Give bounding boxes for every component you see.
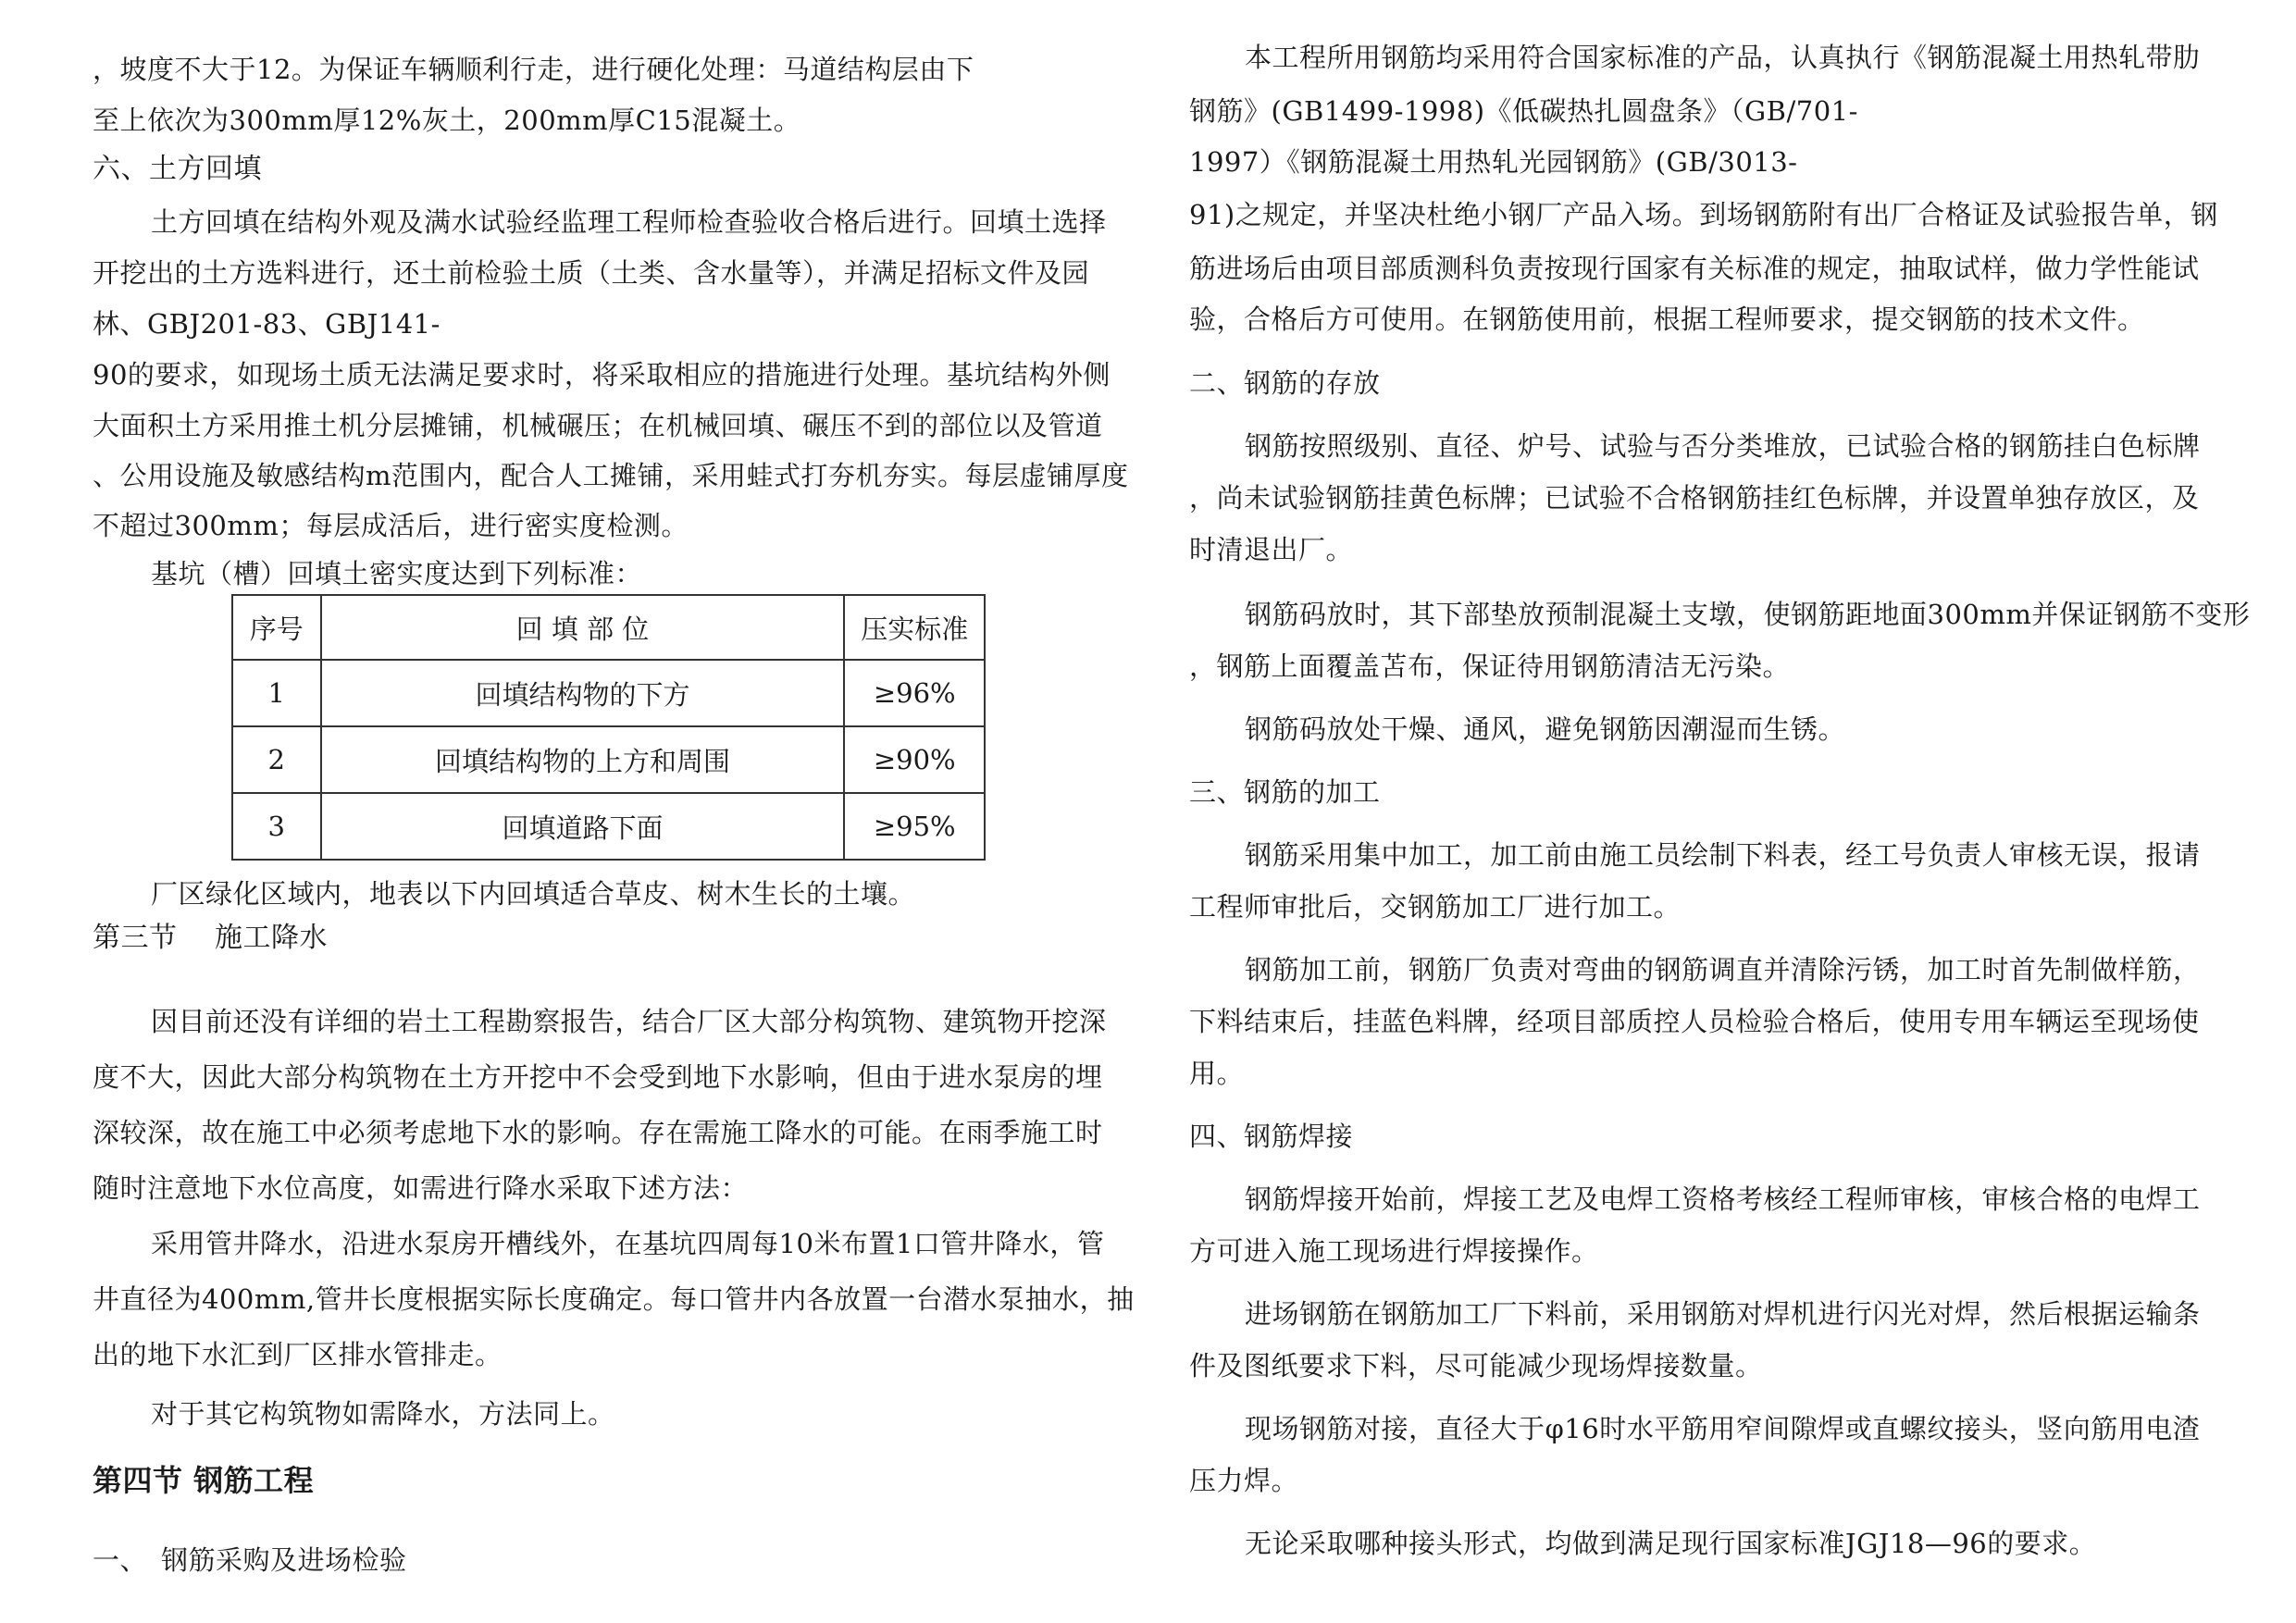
paragraph-line: 时清退出厂。 [1189,534,1354,565]
paragraph-line: 钢筋码放处干燥、通风，避免钢筋因潮湿而生锈。 [1245,713,1846,745]
table-row [232,793,985,860]
paragraph-line: 件及图纸要求下料，尽可能减少现场焊接数量。 [1189,1350,1763,1381]
table-caption: 基坑（槽）回填土密实度达到下列标准： [151,558,643,589]
paragraph-line: 、公用设施及敏感结构m范围内，配合人工摊铺，采用蛙式打夯机夯实。每层虚铺厚度 [93,460,1129,491]
compaction-standard-table [231,594,986,861]
table-header-cell: 压实标准 [844,595,985,660]
paragraph-line: 深较深，故在施工中必须考虑地下水的影响。存在需施工降水的可能。在雨季施工时 [93,1117,1103,1148]
paragraph-line: 1997）《钢筋混凝土用热轧光园钢筋》(GB/3013- [1189,146,1798,178]
section-heading: 三、钢筋的加工 [1189,776,1381,808]
table-cell: 回填结构物的上方和周围 [321,726,845,793]
paragraph-line: 钢筋焊接开始前，焊接工艺及电焊工资格考核经工程师审核，审核合格的电焊工 [1245,1183,2201,1215]
table-cell: 回填结构物的下方 [321,660,845,726]
table-cell: ≥96% [844,660,985,726]
paragraph-line: 采用管井降水，沿进水泵房开槽线外，在基坑四周每10米布置1口管井降水，管 [151,1228,1105,1259]
paragraph-line: 钢筋加工前，钢筋厂负责对弯曲的钢筋调直并清除污锈，加工时首先制做样筋， [1245,954,2201,985]
paragraph-line: 91)之规定，并坚决杜绝小钢厂产品入场。到场钢筋附有出厂合格证及试验报告单，钢 [1189,199,2218,230]
paragraph-line: ，坡度不大于12。为保证车辆顺利行走，进行硬化处理：马道结构层由下 [93,54,974,85]
paragraph-line: ，尚未试验钢筋挂黄色标牌；已试验不合格钢筋挂红色标牌，并设置单独存放区，及 [1189,482,2200,514]
paragraph-line: 对于其它构筑物如需降水，方法同上。 [151,1398,615,1430]
paragraph-line: 井直径为400mm,管井长度根据实际长度确定。每口管井内各放置一台潜水泵抽水，抽 [93,1283,1135,1315]
paragraph-line: 至上依次为300mm厚12%灰土，200mm厚C15混凝土。 [93,105,801,136]
paragraph-line: 90的要求，如现场土质无法满足要求时，将采取相应的措施进行处理。基坑结构外侧 [93,359,1111,390]
section-heading: 第四节 钢筋工程 [93,1463,315,1498]
section-heading: 第三节 施工降水 [93,922,329,954]
paragraph-line: 下料结束后，挂蓝色料牌，经项目部质控人员检验合格后，使用专用车辆运至现场使 [1189,1006,2200,1037]
paragraph-line: 钢筋按照级别、直径、炉号、试验与否分类堆放，已试验合格的钢筋挂白色标牌 [1245,430,2201,462]
table-cell: 回填道路下面 [321,793,845,860]
paragraph-line: 开挖出的土方选料进行，还土前检验土质（土类、含水量等），并满足招标文件及园 [93,257,1090,289]
section-heading: 六、土方回填 [93,153,262,185]
paragraph-line: 工程师审批后，交钢筋加工厂进行加工。 [1189,891,1682,923]
paragraph-line: 进场钢筋在钢筋加工厂下料前，采用钢筋对焊机进行闪光对焊，然后根据运输条 [1245,1298,2201,1330]
paragraph-line: 大面积土方采用推土机分层摊铺，机械碾压；在机械回填、碾压不到的部位以及管道 [93,410,1103,441]
table-cell: 2 [232,726,321,793]
paragraph-line: 钢筋码放时，其下部垫放预制混凝土支墩，使钢筋距地面300mm并保证钢筋不变形 [1245,599,2251,630]
paragraph-line: 压力焊。 [1189,1465,1299,1496]
table-row [232,660,985,726]
paragraph-line: 林、GBJ201-83、GBJ141- [93,308,441,340]
paragraph-line: 不超过300mm；每层成活后，进行密实度检测。 [93,510,689,541]
paragraph-line: 钢筋采用集中加工，加工前由施工员绘制下料表，经工号负责人审核无误，报请 [1245,839,2201,871]
table-cell: ≥95% [844,793,985,860]
table-cell: ≥90% [844,726,985,793]
section-heading: 二、钢筋的存放 [1189,367,1381,399]
paragraph-line: 出的地下水汇到厂区排水管排走。 [93,1339,503,1370]
paragraph-line: 验，合格后方可使用。在钢筋使用前，根据工程师要求，提交钢筋的技术文件。 [1189,304,2145,335]
subsection-heading: 一、 钢筋采购及进场检验 [93,1544,407,1576]
paragraph-line: 度不大，因此大部分构筑物在土方开挖中不会受到地下水影响，但由于进水泵房的埋 [93,1061,1103,1093]
paragraph-line: 土方回填在结构外观及满水试验经监理工程师检查验收合格后进行。回填土选择 [151,206,1107,238]
table-header-cell: 回 填 部 位 [321,595,845,660]
paragraph-line: 因目前还没有详细的岩土工程勘察报告，结合厂区大部分构筑物、建筑物开挖深 [151,1006,1107,1037]
paragraph-line: 筋进场后由项目部质测科负责按现行国家有关标准的规定，抽取试样，做力学性能试 [1189,253,2200,284]
table-row [232,726,985,793]
paragraph-line: ，钢筋上面覆盖苫布，保证待用钢筋清洁无污染。 [1189,650,1791,682]
table-cell: 3 [232,793,321,860]
table-cell: 1 [232,660,321,726]
table-header-cell: 序号 [232,595,321,660]
section-heading: 四、钢筋焊接 [1189,1121,1354,1152]
paragraph-line: 用。 [1189,1058,1245,1089]
paragraph-line: 厂区绿化区域内，地表以下内回填适合草皮、树木生长的土壤。 [151,878,916,910]
paragraph-line: 本工程所用钢筋均采用符合国家标准的产品，认真执行《钢筋混凝土用热轧带肋 [1245,42,2201,73]
table-header-row [232,595,985,660]
paragraph-line: 方可进入施工现场进行焊接操作。 [1189,1235,1599,1267]
paragraph-line: 随时注意地下水位高度，如需进行降水采取下述方法： [93,1172,749,1204]
paragraph-line: 现场钢筋对接，直径大于φ16时水平筋用窄间隙焊或直螺纹接头，竖向筋用电渣 [1245,1413,2201,1444]
paragraph-line: 无论采取哪种接头形式，均做到满足现行国家标准JGJ18—96的要求。 [1245,1528,2097,1559]
paragraph-line: 钢筋》(GB1499-1998)《低碳热扎圆盘条》（GB/701- [1189,95,1858,127]
